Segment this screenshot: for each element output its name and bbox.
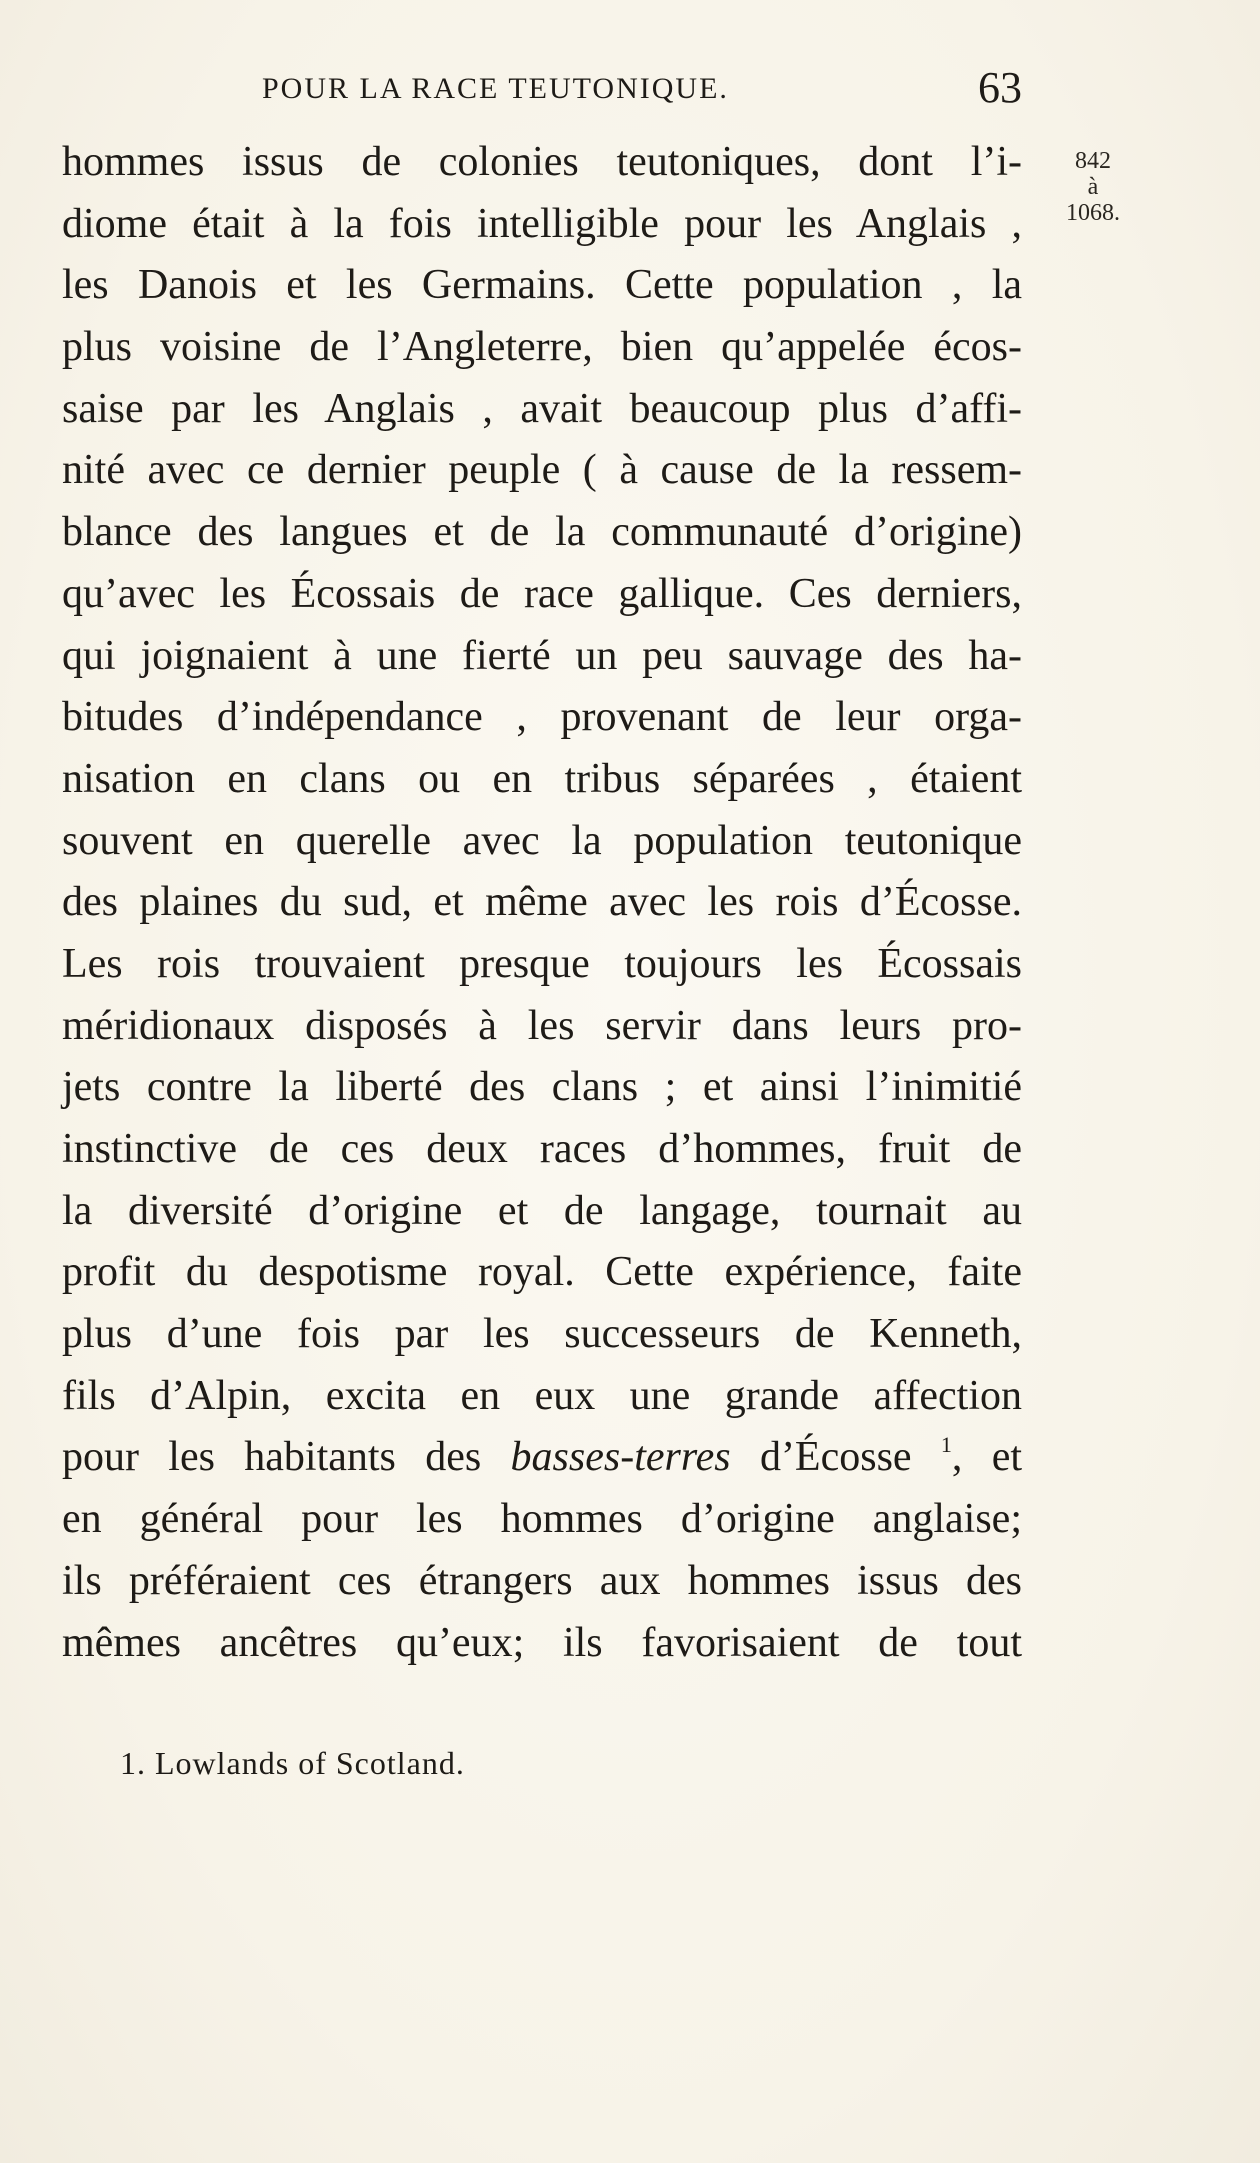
- text-line: profit du despotisme royal. Cette expérience, faite: [62, 1249, 1022, 1296]
- text-line: en général pour les hommes d’origine anglaise;: [62, 1496, 1022, 1543]
- text-line: souvent en querelle avec la population teutonique: [62, 817, 1022, 864]
- text-line: diome était à la fois intelligible pour les Anglais ,: [62, 200, 1022, 247]
- body-text: [62, 132, 1022, 1674]
- text-line-with-footnote-ref: [62, 1427, 1022, 1489]
- text-segment: d’Écosse: [730, 1434, 912, 1481]
- text-segment: pour les habitants des: [62, 1434, 511, 1481]
- text-line: mêmes ancêtres qu’eux; ils favorisaient de tout: [62, 1619, 1022, 1666]
- text-line: fils d’Alpin, excita en eux une grande affection: [62, 1372, 1022, 1419]
- date-connector: à: [1087, 174, 1099, 200]
- page-header: [62, 62, 1022, 114]
- text-segment: , et: [951, 1434, 1023, 1481]
- text-line: plus voisine de l’Angleterre, bien qu’appelée écos-: [62, 324, 1022, 371]
- text-line: nisation en clans ou en tribus séparées , étaient: [62, 755, 1022, 802]
- text-line: saise par les Anglais , avait beaucoup plus d’affi-: [62, 385, 1022, 432]
- date-from: 842: [1075, 148, 1111, 174]
- text-line: instinctive de ces deux races d’hommes, fruit de: [62, 1126, 1022, 1172]
- page-number: 63: [978, 63, 1022, 112]
- margin-date-range: [1048, 148, 1138, 226]
- text-line: la diversité d’origine et de langage, tournait au: [62, 1187, 1022, 1234]
- footnote: 1. Lowlands of Scotland.: [120, 1745, 465, 1781]
- text-line: ils préféraient ces étrangers aux hommes issus des: [62, 1557, 1022, 1604]
- text-line: jets contre la liberté des clans ; et ainsi l’inimitié: [62, 1064, 1022, 1111]
- text-line: bitudes d’indépendance , provenant de leur orga-: [62, 694, 1022, 741]
- text-line: des plaines du sud, et même avec les rois d’Écosse.: [62, 879, 1022, 926]
- running-head: POUR LA RACE TEUTONIQUE.: [262, 72, 729, 105]
- text-line: blance des langues et de la communauté d’origine): [62, 509, 1022, 556]
- text-line: plus d’une fois par les successeurs de Kenneth,: [62, 1311, 1022, 1358]
- date-to: 1068.: [1066, 200, 1120, 226]
- text-line: Les rois trouvaient presque toujours les Écossais: [62, 940, 1022, 987]
- text-line: les Danois et les Germains. Cette population , la: [62, 262, 1022, 309]
- text-line: nité avec ce dernier peuple ( à cause de la ressem-: [62, 447, 1022, 494]
- italic-term: basses-terres: [510, 1434, 731, 1481]
- text-line: qu’avec les Écossais de race gallique. Ces derniers,: [62, 570, 1022, 617]
- text-line: qui joignaient à une fierté un peu sauvage des ha-: [62, 632, 1022, 679]
- footnote-reference: 1: [940, 1432, 952, 1458]
- text-line: hommes issus de colonies teutoniques, dont l’i-: [62, 139, 1022, 185]
- text-line: méridionaux disposés à les servir dans leurs pro-: [62, 1002, 1022, 1049]
